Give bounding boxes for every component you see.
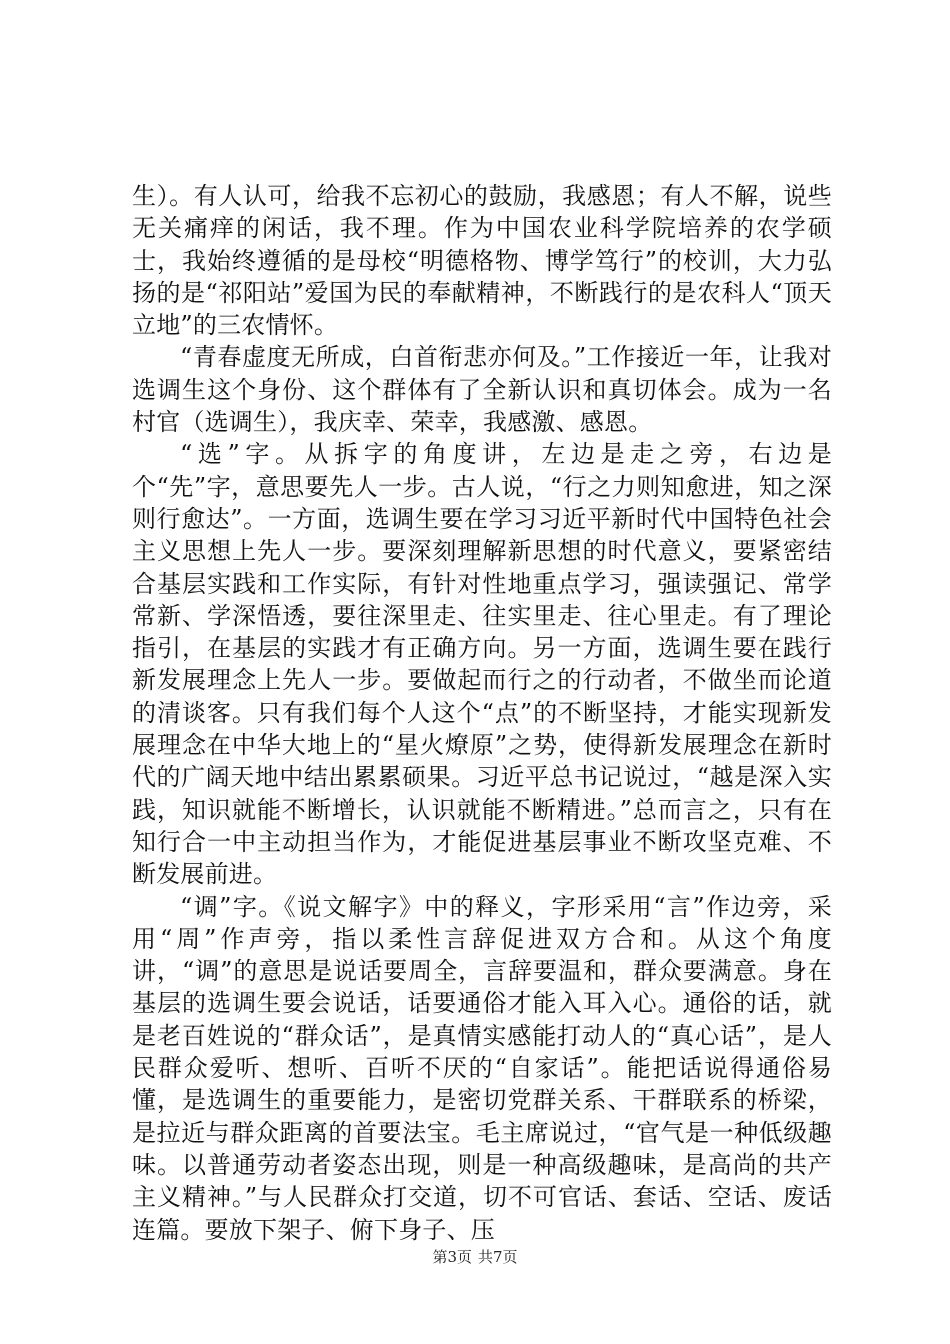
paragraph-xuan: “选”字。从拆字的角度讲，左边是走之旁，右边是个“先”字，意思要先人一步。古人说，“行之力则知愈进，知之深则行愈达”。一方面，选调生要在学习习近平新时代中国特色社会主义思想上先人一步。要深刻理解新思想的时代意义，要紧密结合基层实践和工作实际，有针对性地重点学习，强读强记、常学常新、学深悟透，要往深里走、往实里走、往心里走。有了理论指引，在基层的实践才有正确方向。另一方面，选调生要在践行新发展理念上先人一步。要做起而行之的行动者，不做坐而论道的清谈客。只有我们每个人这个“点”的不断坚持，才能实现新发展理念在中华大地上的“星火燎原”之势，使得新发展理念在新时代的广阔天地中结出累累硕果。习近平总书记说过，“越是深入实践，知识就能不断增长，认识就能不断精进。”总而言之，只有在知行合一中主动担当作为，才能促进基层事业不断攻坚克难、不断发展前进。 [132, 440, 832, 889]
page-footer [0, 1246, 950, 1267]
page-number: 第3页 [432, 1248, 472, 1266]
paragraph-poem-quote: “青春虚度无所成，白首衔悲亦何及。”工作接近一年，让我对选调生这个身份、这个群体有了全新认识和真切体会。成为一名村官（选调生），我庆幸、荣幸，我感激、感恩。 [132, 343, 832, 437]
paragraph-continuation: 生）。有人认可，给我不忘初心的鼓励，我感恩；有人不解，说些无关痛痒的闲话，我不理。作为中国农业科学院培养的农学硕士，我始终遵循的是母校“明德格物、博学笃行”的校训，大力弘扬的是“祁阳站”爱国为民的奉献精神，不断践行的是农科人“顶天立地”的三农情怀。 [132, 182, 832, 340]
page-total: 共7页 [478, 1248, 518, 1266]
paragraph-tiao: “调”字。《说文解字》中的释义，字形采用“言”作边旁，采用“周”作声旁，指以柔性言辞促进双方合和。从这个角度讲，“调”的意思是说话要周全，言辞要温和，群众要满意。身在基层的选调生要会说话，话要通俗才能入耳入心。通俗的话，就是老百姓说的“群众话”，是真情实感能打动人的“真心话”，是人民群众爱听、想听、百听不厌的“自家话”。能把话说得通俗易懂，是选调生的重要能力，是密切党群关系、干群联系的桥梁，是拉近与群众距离的首要法宝。毛主席说过，“官气是一种低级趣味。以普通劳动者姿态出现，则是一种高级趣味，是高尚的共产主义精神。”与人民群众打交道，切不可官话、套话、空话、废话连篇。要放下架子、俯下身子、压 [132, 892, 832, 1244]
body-text [132, 180, 832, 1246]
